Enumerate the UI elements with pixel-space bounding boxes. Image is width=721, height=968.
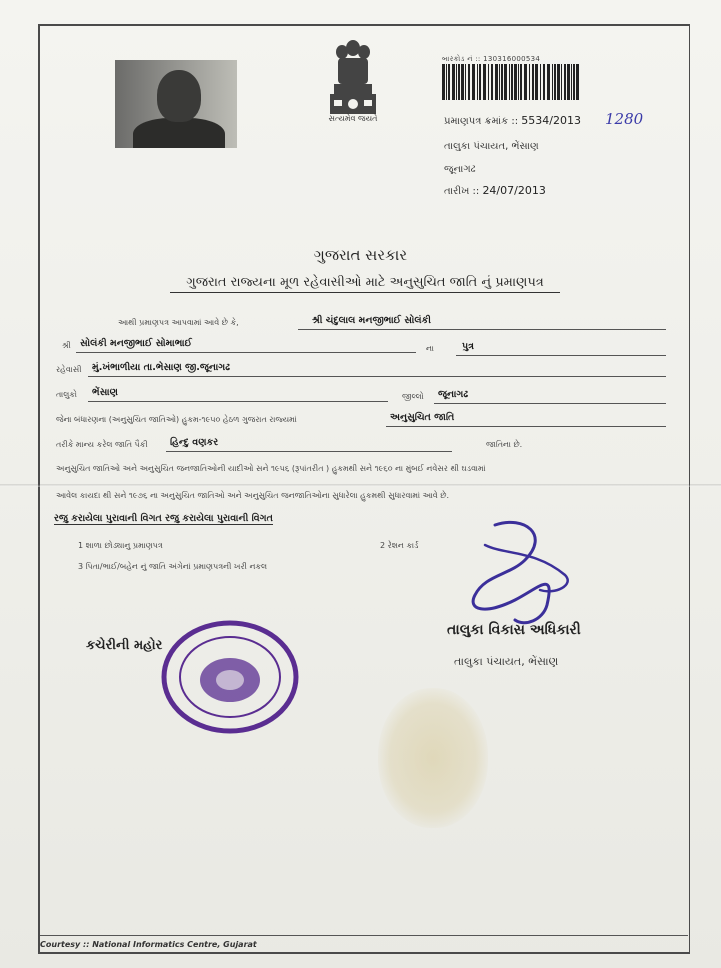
government-title: ગુજરાત સરકાર xyxy=(313,246,408,264)
document-item-1: 1 શાળા છોડ્યાનુ પ્રમાણપત્ર xyxy=(78,541,163,550)
resident-label: રહેવાસી xyxy=(56,365,82,374)
certificate-title: ગુજરાત રાજ્યના મૂળ રહેવાસીઓ માટે અનુસુચિત જાતિ નું પ્રમાણપત્ર xyxy=(170,275,560,293)
emblem-motto: સત્યમેવ જયતે xyxy=(328,114,378,123)
recognized-label: તરીકે માન્ય કરેલ જાતિ પૈકી xyxy=(56,440,148,449)
taluka: ભેંસાણ xyxy=(92,387,118,398)
national-emblem-icon xyxy=(322,38,384,124)
holder-name: શ્રી ચંદુલાલ મનજીભાઈ સોલંકી xyxy=(312,315,431,326)
district: જૂનાગઢ xyxy=(438,389,469,400)
category: અનુસુચિત જાતિ xyxy=(390,412,455,423)
address: મું.ખંભાળીયા તા.ભેસાણ જી.જૂનાગઢ xyxy=(92,362,230,373)
shri-label: શ્રી xyxy=(62,341,71,350)
office-seal-label: કચેરીની મહોર xyxy=(86,638,163,653)
father-name: સોલંકી મનજીભાઈ સોમાભાઈ xyxy=(80,338,192,349)
office-seal-stamp xyxy=(160,620,300,735)
relation: પુત્ર xyxy=(462,341,475,352)
officer-office: તાલુકા પંચાયત, ભેંસાણ xyxy=(454,655,559,668)
handwritten-number: 1280 xyxy=(605,110,644,128)
caste: હિન્દુ વણકર xyxy=(170,437,219,448)
paper-stain xyxy=(378,688,488,828)
caste-suffix: જાતિના છે. xyxy=(486,440,523,449)
barcode-number: બારકોડ નં :: 130316000534 xyxy=(442,55,541,63)
applicant-photo xyxy=(115,60,237,148)
documents-heading: રજુ કરાયેલા પુરાવાની વિગત રજુ કરાયેલા પુરાવાની વિગત xyxy=(54,513,273,524)
paper-fold xyxy=(0,484,721,487)
son-of-label: ના xyxy=(426,344,434,353)
legal-paragraph-line2: આવેલ કાયદા થી સને ૧૯૭૬ ના અનુસુચિત જાતિઓ અને અનુસુચિત જનજાતિઓના સુધારેલા હુકમથી સુધારવામાં આવે છે. xyxy=(56,491,450,500)
district-label: જીલ્લો xyxy=(402,392,424,401)
issuing-office: તાલુકા પંચાયત, ભેંસાણ xyxy=(444,141,539,152)
document-item-2: 2 રેશન કાર્ડ xyxy=(380,541,419,550)
order-label: જેના બંધારણના (અનુસુચિત જાતિઓ) હુકમ-૧૯૫૦ હેઠળ ગુજરાત રાજ્યમાં xyxy=(56,415,297,424)
taluka-label: તાલુકો xyxy=(56,390,77,399)
officer-title: તાલુકા વિકાસ અધિકારી xyxy=(447,622,581,638)
barcode xyxy=(442,64,582,100)
document-item-3: 3 પિતા/ભાઈ/બહેન નું જાતિ અંગેનાં પ્રમાણપત્રની ખરી નકલ xyxy=(78,562,268,571)
courtesy-footer: Courtesy :: National Informatics Centre, Gujarat xyxy=(40,935,688,949)
certificate-number: પ્રમાણપત્ર ક્રમાંક :: 5534/2013 xyxy=(444,114,581,127)
officer-signature xyxy=(455,515,585,635)
document-border xyxy=(38,24,690,954)
legal-paragraph-line1: અનુસુચિત જાતિઓ અને અનુસુચિત જનજાતિઓની યાદીઓ સને ૧૯૫૬ (રૂપાંતરીત ) હુકમથી સને ૧૯૬૦ ના મુંબઈ નવેસર થી ઘડવામાં xyxy=(56,464,486,473)
issue-date: તારીખ :: 24/07/2013 xyxy=(444,184,546,197)
issuing-district: જૂનાગઢ xyxy=(444,164,476,175)
issued-to-label: આથી પ્રમાણપત્ર આપવામાં આવે છે કે, xyxy=(118,318,239,327)
